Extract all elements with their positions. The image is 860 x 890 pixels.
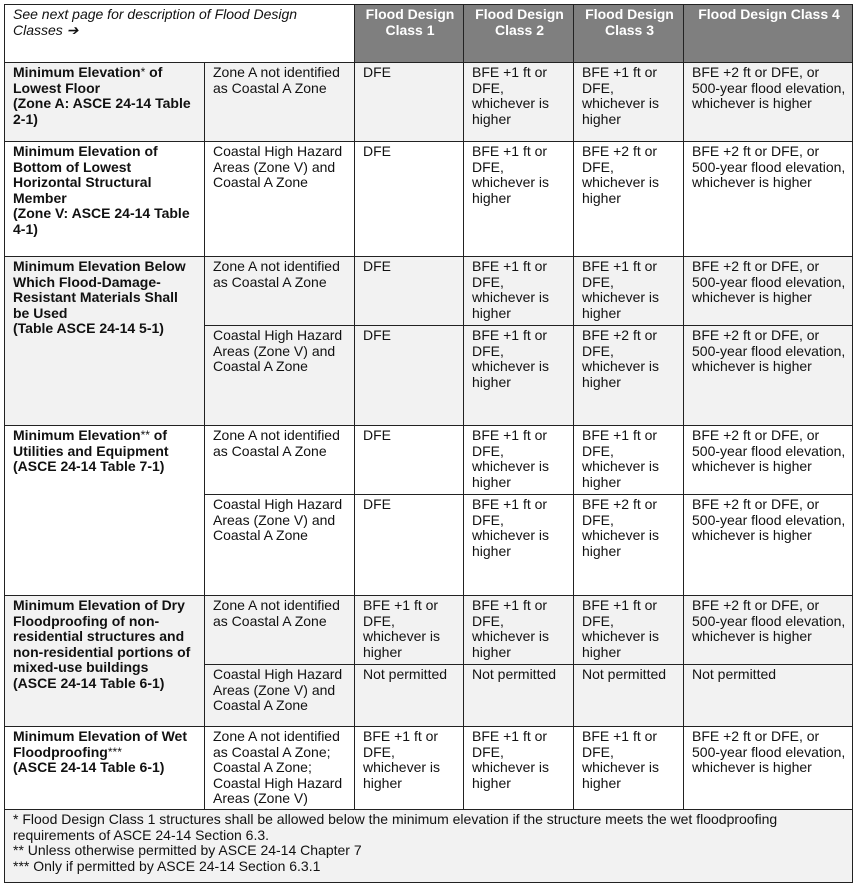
- class-4-cell: BFE +2 ft or DFE, or 500-year flood elevation, whichever is higher: [684, 63, 853, 142]
- zone-cell: Zone A not identified as Coastal A Zone: [205, 257, 355, 326]
- class-1-cell: DFE: [355, 426, 464, 495]
- requirement-reference: (Zone V: ASCE 24-14 Table 4-1): [13, 205, 190, 237]
- class-1-cell: BFE +1 ft or DFE, whichever is higher: [355, 596, 464, 665]
- class-1-cell: DFE: [355, 257, 464, 326]
- class-2-cell: BFE +1 ft or DFE, whichever is higher: [464, 495, 574, 596]
- footnotes: [5, 810, 853, 883]
- requirement-reference: (ASCE 24-14 Table 6-1): [13, 759, 165, 776]
- class-3-cell: BFE +2 ft or DFE, whichever is higher: [574, 326, 684, 426]
- class-1-cell: DFE: [355, 326, 464, 426]
- footnote-3: *** Only if permitted by ASCE 24-14 Section 6.3.1: [13, 857, 321, 874]
- class-4-cell: BFE +2 ft or DFE, or 500-year flood elevation, whichever is higher: [684, 257, 853, 326]
- class-4-cell: BFE +2 ft or DFE, or 500-year flood elevation, whichever is higher: [684, 495, 853, 596]
- class-4-cell: Not permitted: [684, 665, 853, 727]
- footnote-1: * Flood Design Class 1 structures shall be allowed below the minimum elevation if the structure meets the wet floodproofing requirements of ASCE 24-14 Section 6.3.: [13, 811, 778, 843]
- zone-cell: Zone A not identified as Coastal A Zone: [205, 596, 355, 665]
- column-header-class-4: Flood Design Class 4: [684, 5, 853, 63]
- class-4-cell: BFE +2 ft or DFE, or 500-year flood elevation, whichever is higher: [684, 142, 853, 257]
- requirement-lowest-floor: Minimum Elevation* of Lowest Floor (Zone A: ASCE 24-14 Table 2-1): [5, 63, 205, 142]
- column-header-class-2: Flood Design Class 2: [464, 5, 574, 63]
- class-3-cell: BFE +1 ft or DFE, whichever is higher: [574, 727, 684, 810]
- zone-cell: Coastal High Hazard Areas (Zone V) and Coastal A Zone: [205, 665, 355, 727]
- class-2-cell: BFE +1 ft or DFE, whichever is higher: [464, 326, 574, 426]
- next-page-note: See next page for description of Flood Design Classes ➔: [5, 5, 355, 63]
- class-3-cell: BFE +2 ft or DFE, whichever is higher: [574, 142, 684, 257]
- zone-cell: Coastal High Hazard Areas (Zone V) and Coastal A Zone: [205, 326, 355, 426]
- header-row: [5, 5, 853, 63]
- table-row: [5, 727, 853, 810]
- class-3-cell: Not permitted: [574, 665, 684, 727]
- class-1-cell: Not permitted: [355, 665, 464, 727]
- class-4-cell: BFE +2 ft or DFE, or 500-year flood elevation, whichever is higher: [684, 596, 853, 665]
- table-row: [5, 426, 853, 495]
- class-2-cell: Not permitted: [464, 665, 574, 727]
- class-1-cell: DFE: [355, 142, 464, 257]
- class-3-cell: BFE +2 ft or DFE, whichever is higher: [574, 495, 684, 596]
- zone-cell: Zone A not identified as Coastal A Zone: [205, 63, 355, 142]
- table-row: [5, 596, 853, 665]
- column-header-class-3: Flood Design Class 3: [574, 5, 684, 63]
- requirement-wet-floodproofing: Minimum Elevation of Wet Floodproofing*** (ASCE 24-14 Table 6-1): [5, 727, 205, 810]
- requirement-utilities-equipment: Minimum Elevation** of Utilities and Equipment (ASCE 24-14 Table 7-1): [5, 426, 205, 596]
- table-row: [5, 63, 853, 142]
- zone-cell: Zone A not identified as Coastal A Zone: [205, 426, 355, 495]
- requirement-structural-member: Minimum Elevation of Bottom of Lowest Horizontal Structural Member (Zone V: ASCE 24-14 Table 4-1): [5, 142, 205, 257]
- class-3-cell: BFE +1 ft or DFE, whichever is higher: [574, 596, 684, 665]
- class-2-cell: BFE +1 ft or DFE, whichever is higher: [464, 63, 574, 142]
- column-header-class-1: Flood Design Class 1: [355, 5, 464, 63]
- requirement-reference: (ASCE 24-14 Table 7-1): [13, 458, 165, 475]
- class-4-cell: BFE +2 ft or DFE, or 500-year flood elevation, whichever is higher: [684, 426, 853, 495]
- table-row: [5, 142, 853, 257]
- class-2-cell: BFE +1 ft or DFE, whichever is higher: [464, 142, 574, 257]
- flood-elevation-table: [4, 4, 853, 883]
- table-row: [5, 257, 853, 326]
- class-4-cell: BFE +2 ft or DFE, or 500-year flood elevation, whichever is higher: [684, 727, 853, 810]
- requirement-flood-resistant-materials: Minimum Elevation Below Which Flood-Damage-Resistant Materials Shall be Used (Table ASCE 24-14 5-1): [5, 257, 205, 426]
- class-1-cell: BFE +1 ft or DFE, whichever is higher: [355, 727, 464, 810]
- class-1-cell: DFE: [355, 495, 464, 596]
- footnote-marker: **: [140, 428, 150, 442]
- footnote-marker: *: [140, 65, 146, 79]
- class-2-cell: BFE +1 ft or DFE, whichever is higher: [464, 727, 574, 810]
- zone-cell: Coastal High Hazard Areas (Zone V) and Coastal A Zone: [205, 495, 355, 596]
- zone-cell: Zone A not identified as Coastal A Zone; Coastal A Zone; Coastal High Hazard Areas (Zone V): [205, 727, 355, 810]
- requirement-dry-floodproofing: Minimum Elevation of Dry Floodproofing of non-residential structures and non-residential portions of mixed-use buildings (ASCE 24-14 Table 6-1): [5, 596, 205, 727]
- zone-cell: Coastal High Hazard Areas (Zone V) and Coastal A Zone: [205, 142, 355, 257]
- requirement-reference: (Table ASCE 24-14 5-1): [13, 320, 164, 337]
- class-3-cell: BFE +1 ft or DFE, whichever is higher: [574, 426, 684, 495]
- class-2-cell: BFE +1 ft or DFE, whichever is higher: [464, 426, 574, 495]
- requirement-reference: (ASCE 24-14 Table 6-1): [13, 674, 165, 691]
- footnotes-row: [5, 810, 853, 883]
- class-2-cell: BFE +1 ft or DFE, whichever is higher: [464, 257, 574, 326]
- footnote-2: ** Unless otherwise permitted by ASCE 24-14 Chapter 7: [13, 842, 362, 859]
- requirement-reference: (Zone A: ASCE 24-14 Table 2-1): [13, 95, 191, 127]
- footnote-marker: ***: [107, 744, 122, 759]
- class-2-cell: BFE +1 ft or DFE, whichever is higher: [464, 596, 574, 665]
- class-3-cell: BFE +1 ft or DFE, whichever is higher: [574, 257, 684, 326]
- class-3-cell: BFE +1 ft or DFE, whichever is higher: [574, 63, 684, 142]
- class-4-cell: BFE +2 ft or DFE, or 500-year flood elevation, whichever is higher: [684, 326, 853, 426]
- class-1-cell: DFE: [355, 63, 464, 142]
